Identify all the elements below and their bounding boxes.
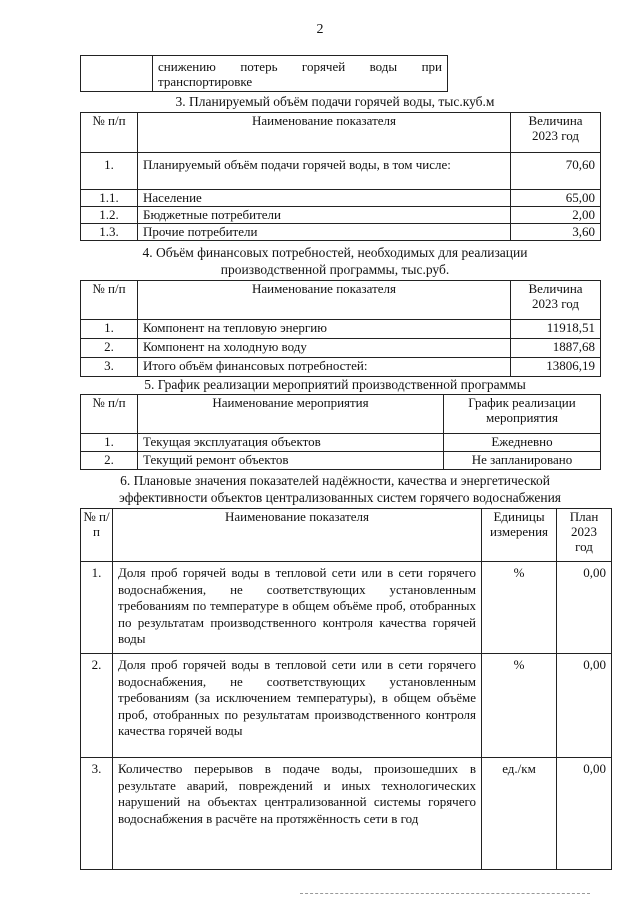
row-value: 2,00 xyxy=(511,207,601,224)
section4-header-name: Наименование показателя xyxy=(138,281,511,320)
row-num: 1. xyxy=(81,153,138,190)
top-fragment-table xyxy=(80,55,448,92)
row-num: 1.2. xyxy=(81,207,138,224)
table-row xyxy=(81,339,601,358)
row-name: Итого объём финансовых потребностей: xyxy=(138,358,511,377)
section3-title: 3. Планируемый объём подачи горячей воды, тыс.куб.м xyxy=(175,94,495,109)
row-plan: 0,00 xyxy=(557,758,612,870)
section4-header-num: № п/п xyxy=(81,281,138,320)
table-row xyxy=(81,207,601,224)
table-row xyxy=(81,434,601,452)
top-fragment-text: снижению потерь горячей воды при транспортировке xyxy=(153,56,448,92)
row-name: Доля проб горячей воды в тепловой сети или в сети горячего водоснабжения, не соответствующих установленным требованиям по температуре в общем объёме проб, отобранных по результатам производственного контроля качества горячей воды xyxy=(113,562,482,654)
row-name: Текущий ремонт объектов xyxy=(138,452,444,470)
section4-title-line2: производственной программы, тыс.руб. xyxy=(220,262,450,277)
row-num: 1. xyxy=(81,434,138,452)
section5-table xyxy=(80,394,601,470)
row-unit: ед./км xyxy=(482,758,557,870)
table-row xyxy=(81,758,612,870)
section3-table xyxy=(80,112,601,241)
section6-header-num: № п/п xyxy=(81,509,113,562)
row-value: 11918,51 xyxy=(511,320,601,339)
row-plan: 0,00 xyxy=(557,654,612,758)
row-name: Прочие потребители xyxy=(138,224,511,241)
row-plan: 0,00 xyxy=(557,562,612,654)
page-number: 2 xyxy=(316,22,324,37)
row-name: Количество перерывов в подаче воды, произошедших в результате аварий, повреждений и иных технологических нарушений на объектах централизованной системы горячего водоснабжения в расчёте на протяжённость сети в год xyxy=(113,758,482,870)
row-name: Планируемый объём подачи горячей воды, в том числе: xyxy=(138,153,511,190)
row-name: Компонент на тепловую энергию xyxy=(138,320,511,339)
section4-title-line1: 4. Объём финансовых потребностей, необходимых для реализации xyxy=(142,245,528,260)
row-value: 65,00 xyxy=(511,190,601,207)
row-unit: % xyxy=(482,654,557,758)
row-name: Бюджетные потребители xyxy=(138,207,511,224)
row-name: Доля проб горячей воды в тепловой сети или в сети горячего водоснабжения, не соответствующих установленным требованиям (за исключением температуры), в общем объёме проб, отобранных по результатам производственного контроля качества горячей воды xyxy=(113,654,482,758)
row-schedule: Не запланировано xyxy=(444,452,601,470)
table-row xyxy=(81,320,601,339)
row-num: 1. xyxy=(81,562,113,654)
section4-table xyxy=(80,280,601,377)
section3-header-num: № п/п xyxy=(81,113,138,153)
row-schedule: Ежедневно xyxy=(444,434,601,452)
row-num: 1.1. xyxy=(81,190,138,207)
section5-header-num: № п/п xyxy=(81,395,138,434)
row-name: Население xyxy=(138,190,511,207)
row-value: 70,60 xyxy=(511,153,601,190)
table-row xyxy=(81,190,601,207)
row-num: 2. xyxy=(81,654,113,758)
section5-title: 5. График реализации мероприятий производственной программы xyxy=(144,377,526,392)
section6-header-plan: План 2023 год xyxy=(557,509,612,562)
section5-header-schedule: График реализации мероприятия xyxy=(444,395,601,434)
table-row xyxy=(81,654,612,758)
table-row xyxy=(81,358,601,377)
table-row xyxy=(81,153,601,190)
row-num: 2. xyxy=(81,452,138,470)
row-value: 3,60 xyxy=(511,224,601,241)
section3-header-name: Наименование показателя xyxy=(138,113,511,153)
top-fragment-empty-cell xyxy=(81,56,153,92)
row-name: Компонент на холодную воду xyxy=(138,339,511,358)
section6-header-unit: Единицы измерения xyxy=(482,509,557,562)
row-value: 1887,68 xyxy=(511,339,601,358)
section6-header-name: Наименование показателя xyxy=(113,509,482,562)
section6-table xyxy=(80,508,612,870)
section6-title-line2: эффективности объектов централизованных систем горячего водоснабжения xyxy=(119,490,561,505)
section5-header-name: Наименование мероприятия xyxy=(138,395,444,434)
section4-header-value: Величина 2023 год xyxy=(511,281,601,320)
page-bottom-line xyxy=(300,893,590,894)
row-num: 1. xyxy=(81,320,138,339)
table-row xyxy=(81,452,601,470)
row-name: Текущая эксплуатация объектов xyxy=(138,434,444,452)
section6-title-line1: 6. Плановые значения показателей надёжности, качества и энергетической xyxy=(120,473,550,488)
table-row xyxy=(81,224,601,241)
row-num: 3. xyxy=(81,358,138,377)
row-num: 3. xyxy=(81,758,113,870)
row-num: 2. xyxy=(81,339,138,358)
table-row xyxy=(81,562,612,654)
row-unit: % xyxy=(482,562,557,654)
section3-header-value: Величина 2023 год xyxy=(511,113,601,153)
row-num: 1.3. xyxy=(81,224,138,241)
row-value: 13806,19 xyxy=(511,358,601,377)
